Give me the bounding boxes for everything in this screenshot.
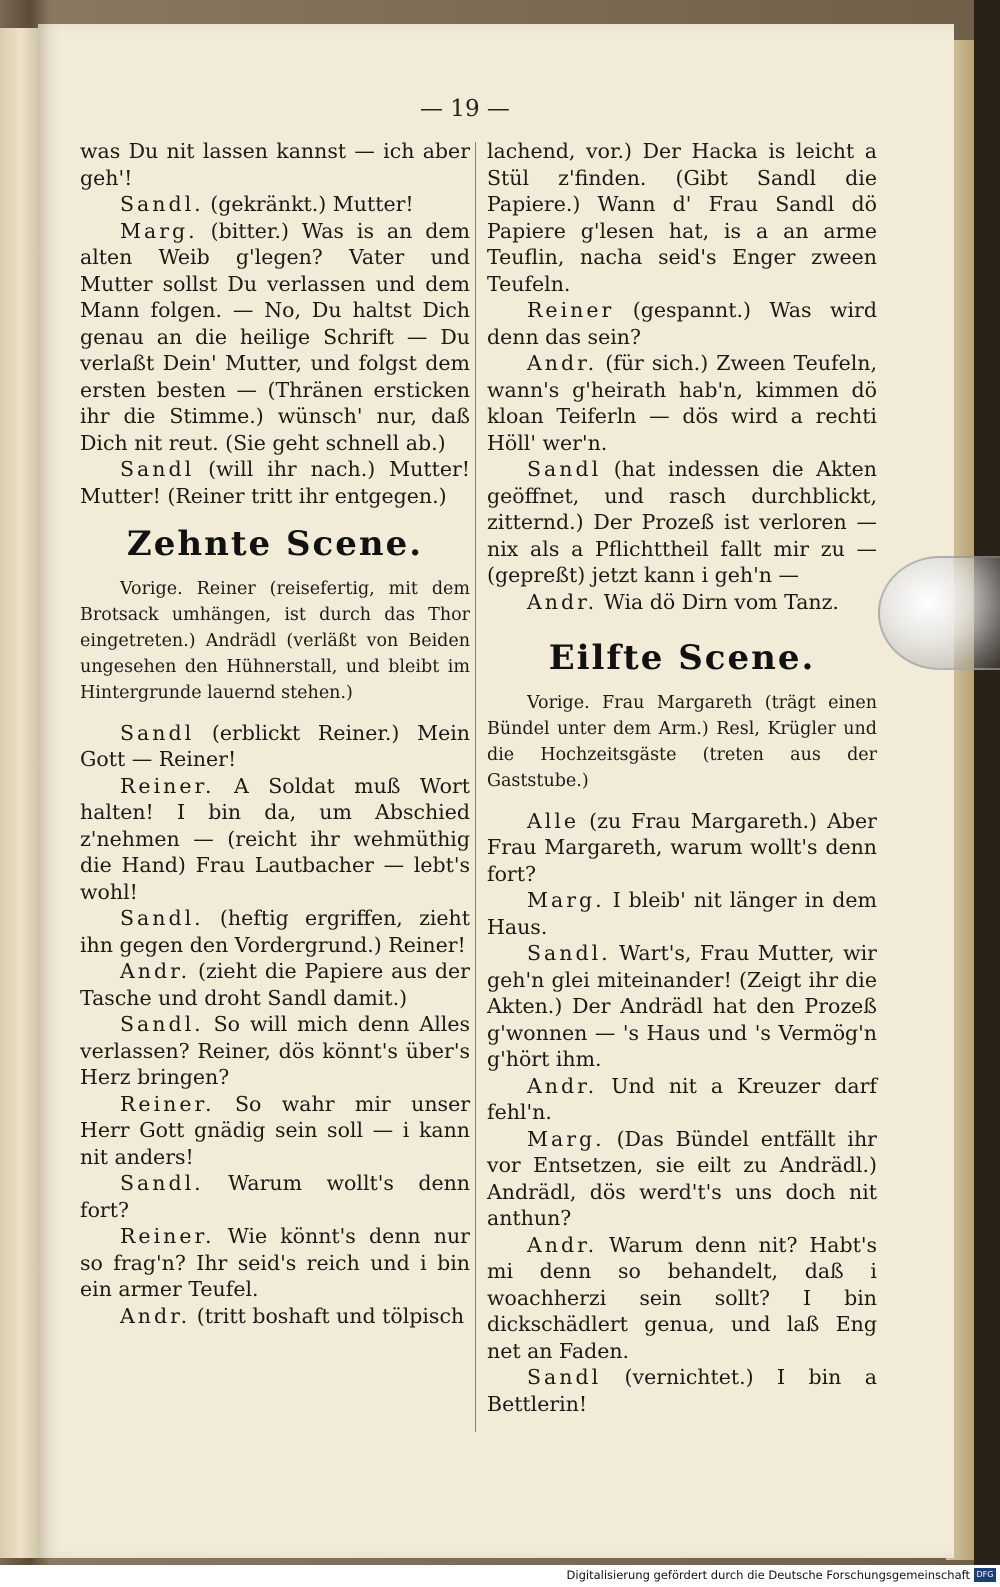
stage-direction: Vorige. Reiner (reisefertig, mit dem Brotsack umhängen, ist durch das Thor eingetreten.) Andrädl (verläßt von Beiden ungesehen den Hühnerstall, und bleibt im Hintergrunde lauernd stehen.) xyxy=(80,578,470,703)
dialogue-text: (hat indessen die Akten geöffnet, und rasch durchblickt, zitternd.) Der Prozeß ist verloren — nix als a Pflichttheil fallt mir zu — (gepreßt) jetzt kann i geh'n — xyxy=(487,457,877,587)
page-number: — 19 — xyxy=(420,96,510,122)
dialogue-text: (gespannt.) Was wird denn das sein? xyxy=(487,298,877,349)
funding-note: Digitalisierung gefördert durch die Deutsche Forschungsgemeinschaft xyxy=(566,1568,970,1582)
speaker-name: Andr. xyxy=(527,589,598,614)
dialogue-text: Warum wollt's denn fort? xyxy=(80,1171,470,1222)
dialogue-text: So will mich denn Alles verlassen? Reiner, dös könnt's über's Herz bringen? xyxy=(80,1012,470,1089)
dialogue-text: (zieht die Papiere aus der Tasche und droht Sandl damit.) xyxy=(80,959,470,1010)
dialogue-line xyxy=(80,1303,470,1330)
dialogue-line xyxy=(487,138,877,297)
speaker-name: Andr. xyxy=(527,351,598,375)
dialogue-line xyxy=(80,1170,470,1223)
speaker-name: Sandl xyxy=(120,457,195,481)
dialogue-text: Wia dö Dirn vom Tanz. xyxy=(603,589,839,614)
column-divider xyxy=(475,142,476,1432)
dialogue-line xyxy=(80,773,470,906)
dialogue-line xyxy=(80,1011,470,1091)
speaker-name: Marg. xyxy=(527,888,605,912)
speaker-name: Marg. xyxy=(527,1126,605,1151)
speaker-name: Alle xyxy=(527,808,580,833)
speaker-name: Sandl. xyxy=(120,1171,204,1195)
speaker-name: Sandl. xyxy=(120,906,204,930)
scene-title: Eilfte Scene. xyxy=(548,638,816,678)
dialogue-text: I bleib' nit länger in dem Haus. xyxy=(487,888,877,939)
stage-direction: Vorige. Frau Margareth (trägt einen Bündel unter dem Arm.) Resl, Krügler und die Hochzeitsgäste (treten aus der Gaststube.) xyxy=(487,692,877,791)
dialogue-text: was Du nit lassen kannst — ich aber geh'! xyxy=(80,139,470,190)
dialogue-text: (bitter.) Was is an dem alten Weib g'legen? Vater und Mutter sollst Du verlassen und dem Mann folgen. — No, Du haltst Dich genau an die heilige Schrift — Du verlaßt Dein' Mutter, und folgst dem ersten besten — (Thränen ersticken ihr die Stimme.) wünsch' nur, daß Dich nit reut. (Sie geht schnell ab.) xyxy=(80,218,470,455)
dialogue-text: Wart's, Frau Mutter, wir geh'n glei miteinander! (Zeigt ihr die Akten.) Der Andrädl hat den Prozeß g'wonnen — 's Haus und 's Vermög'n g'hört ihm. xyxy=(487,941,877,1071)
dfg-logo: DFG xyxy=(974,1568,996,1582)
dialogue-text: (vernichtet.) I bin a Bettlerin! xyxy=(487,1365,877,1416)
speaker-name: Reiner. xyxy=(120,773,215,798)
scene-title: Zehnte Scene. xyxy=(126,524,424,564)
dialogue-line xyxy=(487,297,877,350)
dialogue-text: (Das Bündel entfällt ihr vor Entsetzen, sie eilt zu Andrädl.) Andrädl, dös werd't's uns doch nit anthun? xyxy=(487,1126,877,1230)
speaker-name: Reiner xyxy=(527,298,615,322)
dialogue-line xyxy=(80,456,470,509)
dialogue-text: (tritt boshaft und tölpisch xyxy=(196,1303,465,1328)
dialogue-line xyxy=(80,905,470,958)
speaker-name: Andr. xyxy=(120,1303,191,1328)
dialogue-line xyxy=(80,720,470,773)
dialogue-line xyxy=(80,1091,470,1171)
right-column xyxy=(487,138,877,1417)
dialogue-line xyxy=(487,808,877,888)
speaker-name: Andr. xyxy=(120,959,191,983)
speaker-name: Sandl xyxy=(527,1365,602,1389)
speaker-name: Sandl. xyxy=(120,1012,204,1036)
speaker-name: Andr. xyxy=(527,1073,598,1098)
speaker-name: Sandl xyxy=(120,720,195,745)
speaker-name: Sandl. xyxy=(120,192,204,216)
dialogue-text: (zu Frau Margareth.) Aber Frau Margareth, warum wollt's denn fort? xyxy=(487,808,877,886)
dialogue-text: Warum denn nit? Habt's mi denn so behandelt, daß i woachherzi sein sollt? I bin dickschädlert genua, und laß Eng net an Faden. xyxy=(487,1232,877,1363)
dialogue-line xyxy=(487,887,877,940)
dialogue-line xyxy=(487,1126,877,1232)
dialogue-line xyxy=(487,1364,877,1417)
dialogue-line xyxy=(487,589,877,616)
speaker-name: Reiner. xyxy=(120,1224,215,1248)
speaker-name: Sandl. xyxy=(527,941,611,965)
left-column xyxy=(80,138,470,1329)
speaker-name: Marg. xyxy=(120,218,198,243)
dialogue-line xyxy=(80,218,470,457)
dialogue-text: (heftig ergriffen, zieht ihn gegen den Vordergrund.) Reiner! xyxy=(80,906,470,957)
dialogue-text: (gekränkt.) Mutter! xyxy=(210,192,414,216)
footer-bar xyxy=(0,1565,1000,1587)
dialogue-text: A Soldat muß Wort halten! I bin da, um Abschied z'nehmen — (reicht ihr wehmüthig die Hand) Frau Lautbacher — lebt's wohl! xyxy=(80,773,470,904)
dialogue-text: So wahr mir unser Herr Gott gnädig sein soll — i kann nit anders! xyxy=(80,1091,470,1169)
dialogue-line xyxy=(487,940,877,1073)
dialogue-line xyxy=(487,350,877,456)
dialogue-line xyxy=(80,1223,470,1303)
dialogue-text: (will ihr nach.) Mutter! Mutter! (Reiner tritt ihr entgegen.) xyxy=(80,457,470,508)
magnifier-lens-icon xyxy=(878,556,1000,670)
dialogue-text: (erblickt Reiner.) Mein Gott — Reiner! xyxy=(80,720,470,771)
speaker-name: Andr. xyxy=(527,1232,598,1257)
dialogue-text: (für sich.) Zween Teufeln, wann's g'heirath hab'n, kimmen dö kloan Teiferln — dös wird a rechti Höll' wer'n. xyxy=(487,351,877,455)
scan-border xyxy=(974,0,1000,1587)
dialogue-line xyxy=(80,138,470,191)
speaker-name: Reiner. xyxy=(120,1091,215,1116)
dialogue-text: Wie könnt's denn nur so frag'n? Ihr seid's reich und i bin ein armer Teufel. xyxy=(80,1224,470,1301)
speaker-name: Sandl xyxy=(527,457,602,481)
left-page-edge xyxy=(0,28,42,1558)
dialogue-line xyxy=(487,456,877,589)
dialogue-line xyxy=(487,1232,877,1365)
dialogue-line xyxy=(487,1073,877,1126)
dialogue-text: Und nit a Kreuzer darf fehl'n. xyxy=(487,1073,877,1124)
dialogue-line xyxy=(80,958,470,1011)
dialogue-text: lachend, vor.) Der Hacka is leicht a Stül z'finden. (Gibt Sandl die Papiere.) Wann d' Frau Sandl dö Papiere g'lesen hat, is a an arme Teuflin, nacha seid's Enger zween Teufeln. xyxy=(487,139,877,296)
dialogue-line xyxy=(80,191,470,218)
